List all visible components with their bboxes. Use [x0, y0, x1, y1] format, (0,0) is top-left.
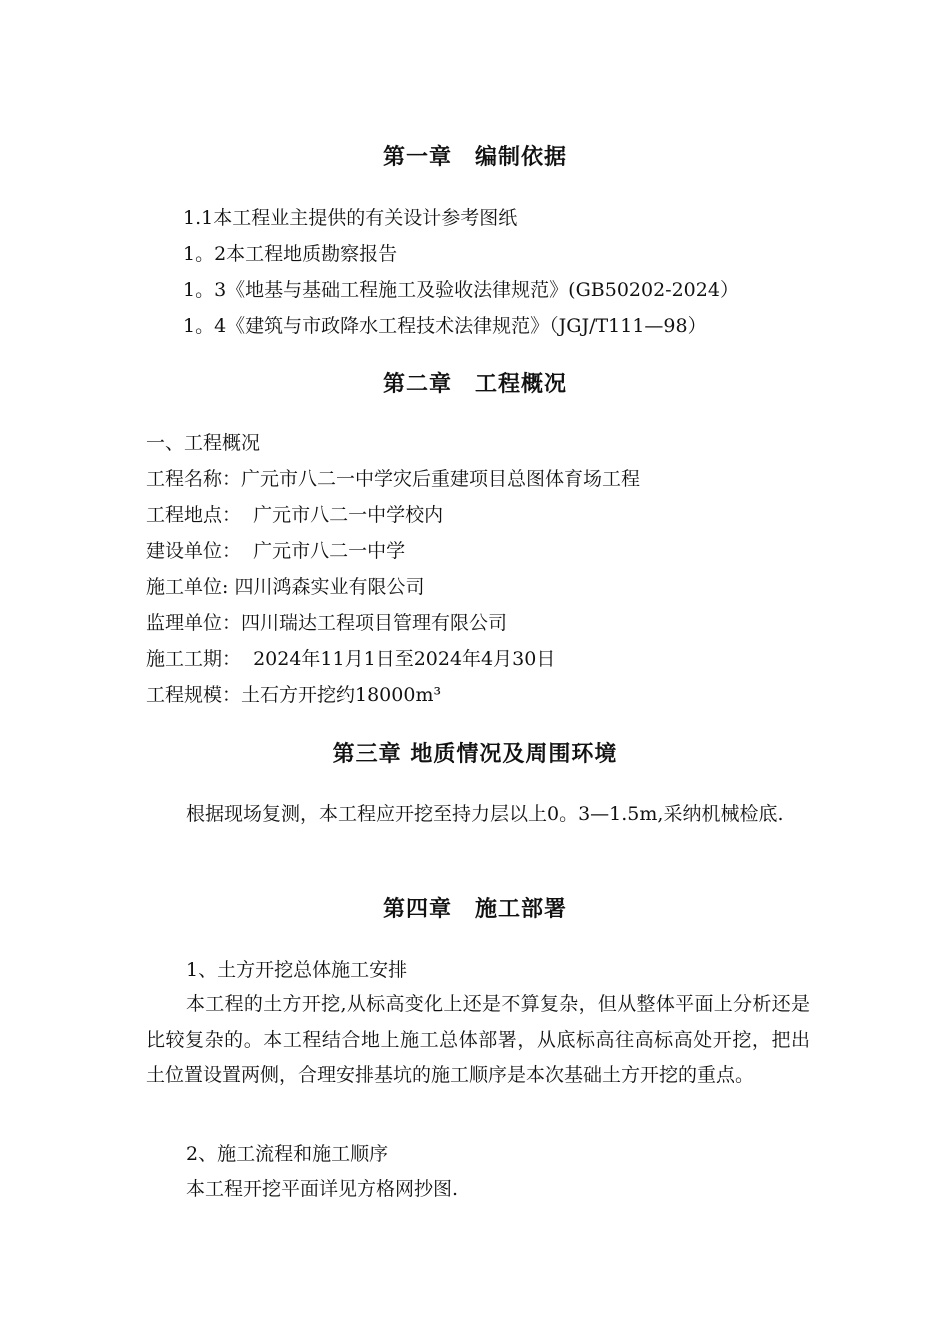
- project-location: 工程地点： 广元市八二一中学校内: [146, 504, 444, 526]
- basis-item-2: 1。2本工程地质勘察报告: [183, 243, 398, 265]
- chapter-3-title: 第三章 地质情况及周围环境: [332, 742, 618, 767]
- construction-period: 施工工期： 2024年11月1日至2024年4月30日: [146, 648, 556, 670]
- chapter-1-title: 第一章 编制依据: [382, 145, 567, 170]
- overview-heading: 一、工程概况: [146, 432, 261, 454]
- chapter-4-title: 第四章 施工部署: [382, 897, 567, 922]
- basis-item-4: 1。4《建筑与市政降水工程技术法律规范》（JGJ/T111—98）: [183, 315, 707, 337]
- project-name: 工程名称：广元市八二一中学灾后重建项目总图体育场工程: [146, 468, 641, 490]
- section-earthwork-arrangement: 1、土方开挖总体施工安排: [186, 959, 408, 981]
- chapter-2-title: 第二章 工程概况: [382, 372, 567, 397]
- project-scale: 工程规模：土石方开挖约18000m³: [146, 684, 442, 706]
- geology-paragraph: 根据现场复测，本工程应开挖至持力层以上0。3—1.5m,采纳机械检底.: [186, 803, 784, 825]
- construction-owner: 建设单位： 广元市八二一中学: [146, 540, 406, 562]
- supervisor: 监理单位：四川瑞达工程项目管理有限公司: [146, 612, 508, 634]
- basis-item-1: 1.1本工程业主提供的有关设计参考图纸: [183, 207, 518, 229]
- earthwork-paragraph: 本工程的土方开挖,从标高变化上还是不算复杂，但从整体平面上分析还是比较复杂的。本工程结合地上施工总体部署，从底标高往高标高处开挖，把出土位置设置两侧，合理安排基坑的施工顺序是本次基础土方开挖的重点。: [146, 993, 810, 1086]
- section-flow-sequence: 2、施工流程和施工顺序: [186, 1143, 389, 1165]
- contractor: 施工单位: 四川鸿森实业有限公司: [146, 576, 425, 598]
- basis-item-3: 1。3《地基与基础工程施工及验收法律规范》(GB50202-2024）: [183, 279, 739, 301]
- flow-paragraph: 本工程开挖平面详见方格网抄图.: [186, 1178, 459, 1200]
